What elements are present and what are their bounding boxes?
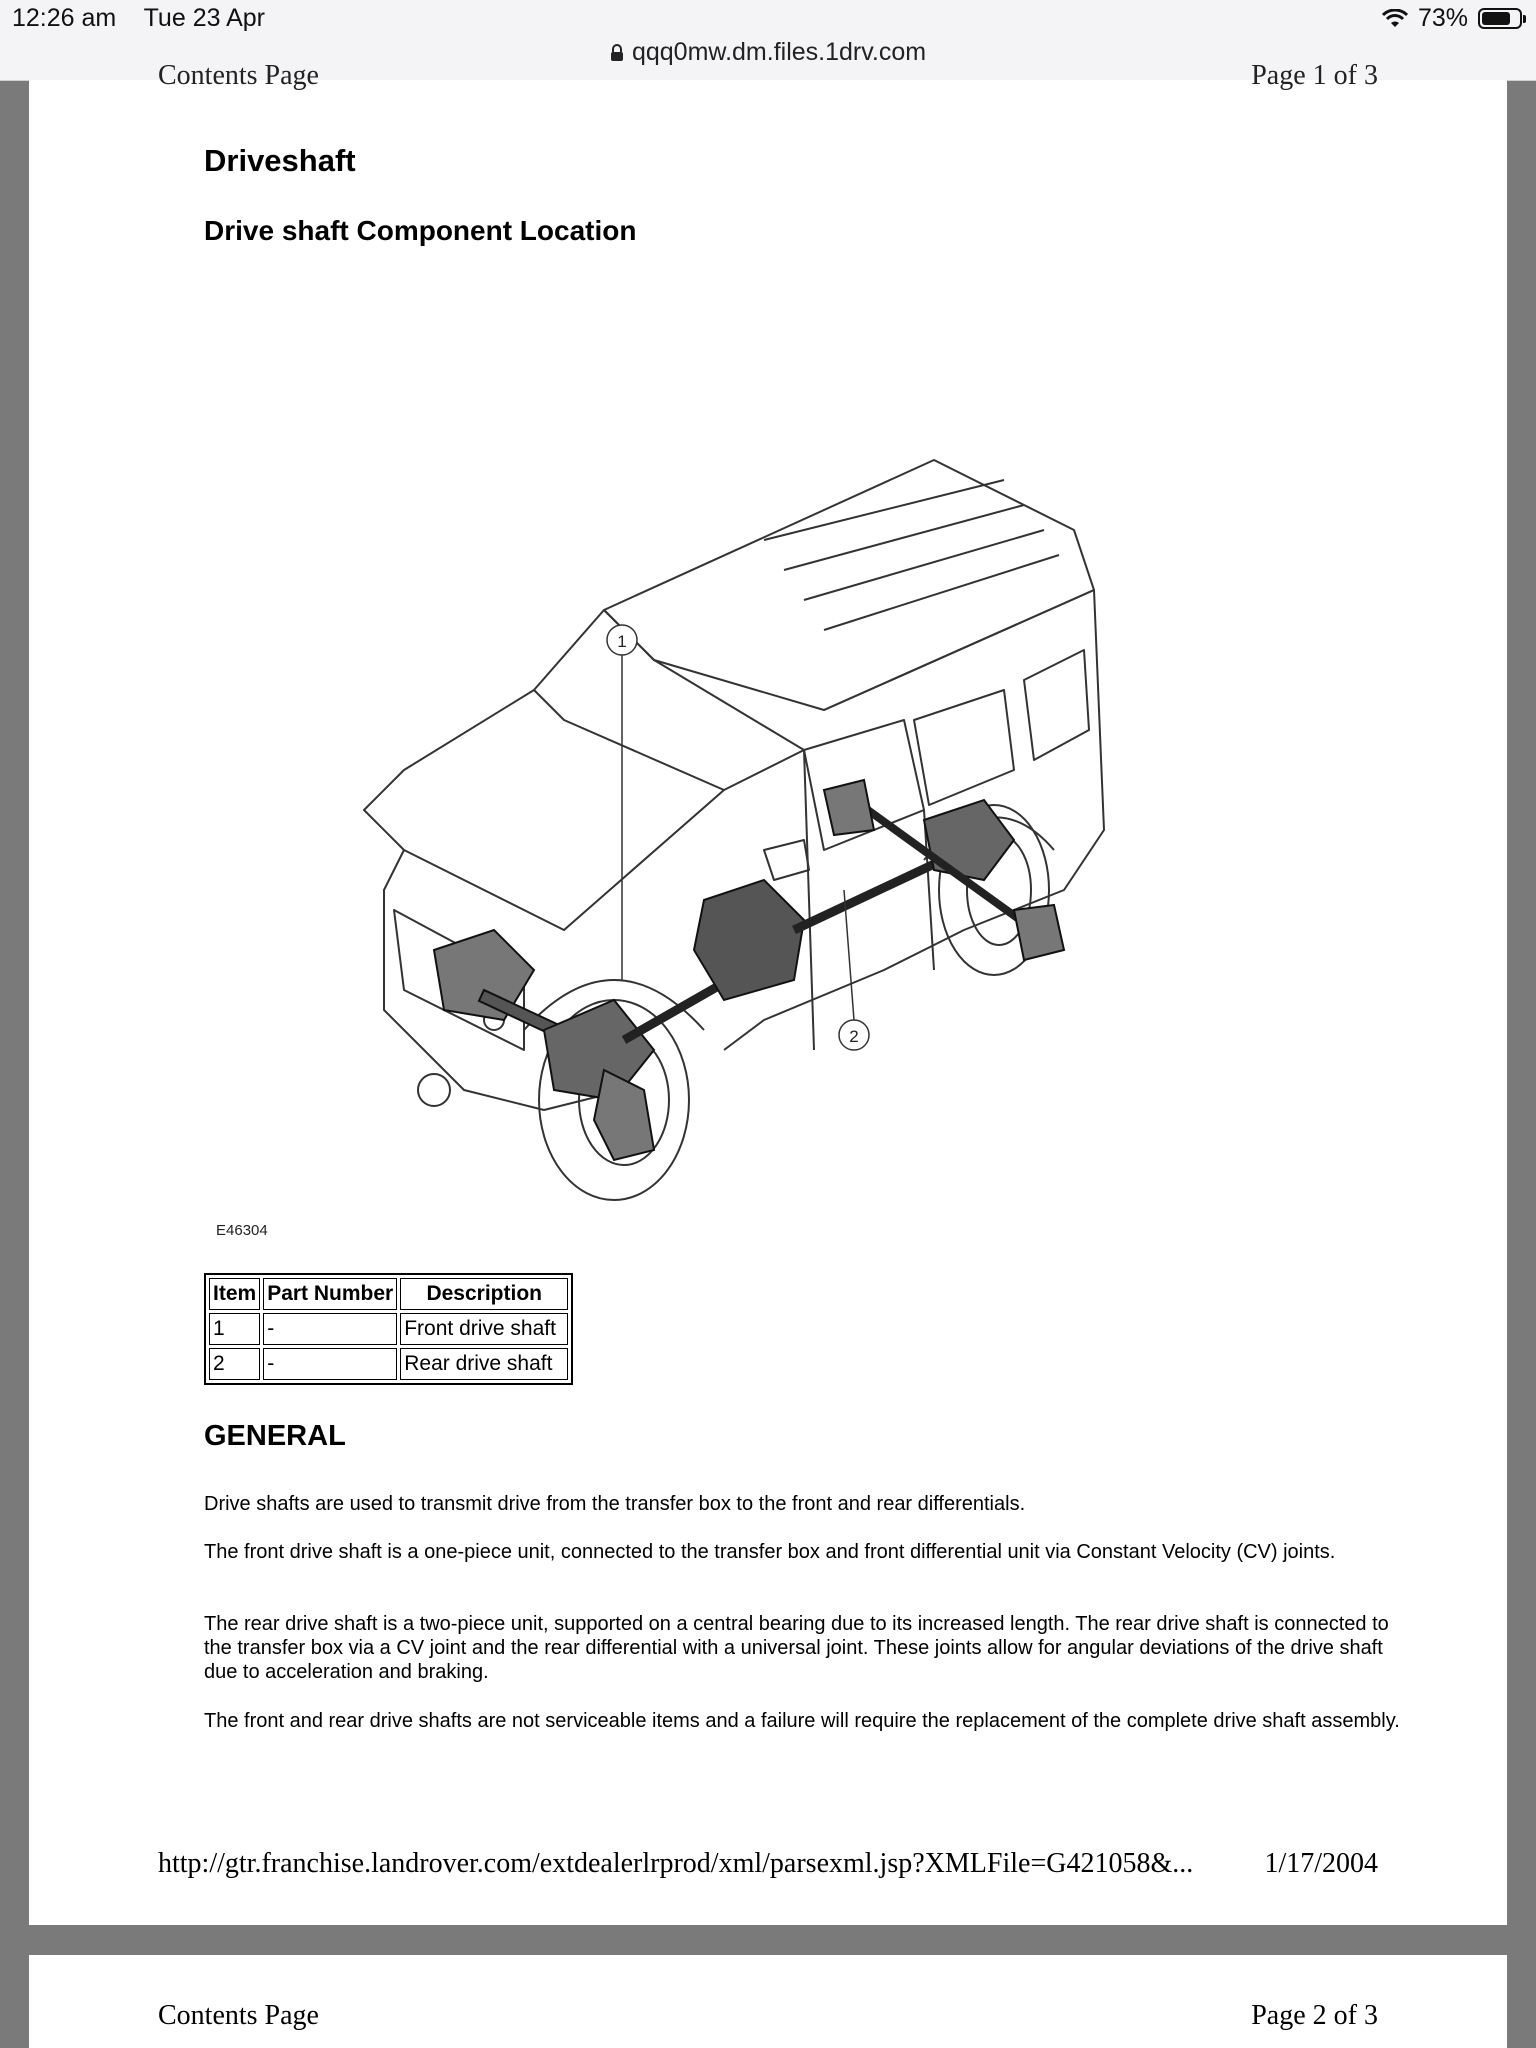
page2-header-right: Page 2 of 3	[1251, 2000, 1378, 2031]
wifi-icon	[1382, 9, 1408, 29]
paragraph-4: The front and rear drive shafts are not serviceable items and a failure will require the replacement of the complete drive shaft assembly.	[204, 1710, 1400, 1732]
lock-icon	[610, 44, 624, 62]
page-title: Driveshaft	[204, 143, 356, 178]
section-title: GENERAL	[204, 1420, 346, 1452]
cell-part-number: -	[263, 1313, 397, 1345]
page-header-right: Page 1 of 3	[1251, 60, 1378, 91]
paragraph-1: Drive shafts are used to transmit drive from the transfer box to the front and rear differentials.	[204, 1493, 1026, 1515]
callout-1	[607, 625, 637, 980]
paragraph-2: The front drive shaft is a one-piece unit, connected to the transfer box and front differential unit via Constant Velocity (CV) joints.	[204, 1541, 1336, 1563]
cell-description: Front drive shaft	[400, 1313, 568, 1345]
table-row	[209, 1313, 568, 1345]
status-time	[12, 4, 265, 33]
page-header-left: Contents Page	[158, 60, 319, 91]
battery-percent: 73%	[1417, 4, 1468, 32]
clock-date: Tue 23 Apr	[143, 4, 265, 32]
callout-2-label: 2	[849, 1027, 859, 1046]
footer-date: 1/17/2004	[1264, 1848, 1378, 1879]
footer-url: http://gtr.franchise.landrover.com/extdealerlrprod/xml/parsexml.jsp?XMLFile=G421058&...	[158, 1848, 1194, 1879]
paragraph-3: The rear drive shaft is a two-piece unit, supported on a central bearing due to its increased length. The rear drive shaft is connected to the transfer box via a CV joint and the rear differential with a universal joint. These joints allow for angular deviations of the drive shaft due to acceleration and braking.	[204, 1613, 1389, 1683]
url-text: qqq0mw.dm.files.1drv.com	[631, 38, 927, 66]
parts-table	[204, 1273, 573, 1385]
col-description: Description	[400, 1278, 568, 1310]
pdf-page-2[interactable]	[29, 1955, 1507, 2048]
page-subtitle: Drive shaft Component Location	[204, 215, 637, 246]
page2-header-left: Contents Page	[158, 2000, 319, 2031]
cell-description: Rear drive shaft	[400, 1348, 568, 1380]
col-part-number: Part Number	[263, 1278, 397, 1310]
table-header-row	[209, 1278, 568, 1310]
battery-icon	[1478, 8, 1522, 29]
pdf-page-1[interactable]	[29, 60, 1507, 1925]
status-right	[1382, 4, 1522, 33]
clock-time: 12:26 am	[12, 4, 117, 32]
vehicle-driveshaft-diagram	[204, 330, 1204, 1230]
cell-item: 1	[209, 1313, 260, 1345]
driveshaft-assembly	[434, 780, 1064, 1160]
callout-2	[839, 890, 869, 1050]
col-item: Item	[209, 1278, 260, 1310]
table-row	[209, 1348, 568, 1380]
callout-1-label: 1	[617, 632, 627, 651]
figure-id: E46304	[216, 1222, 268, 1239]
cell-part-number: -	[263, 1348, 397, 1380]
cell-item: 2	[209, 1348, 260, 1380]
